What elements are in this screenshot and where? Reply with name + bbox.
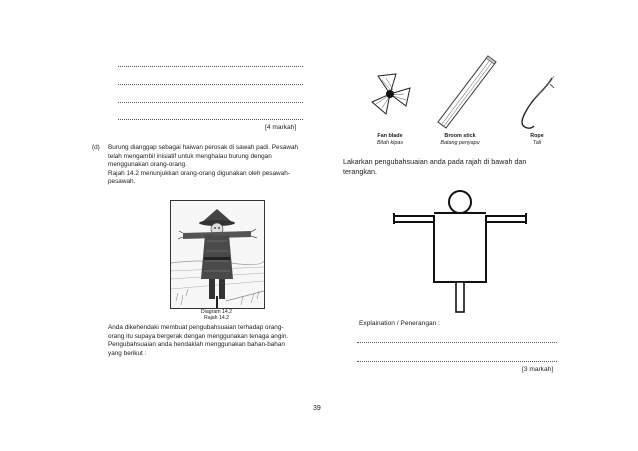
explanation-line[interactable] bbox=[357, 342, 557, 343]
item-name-en: Rope bbox=[530, 133, 544, 139]
answer-line bbox=[118, 119, 303, 120]
scarecrow-illustration bbox=[170, 200, 265, 309]
task-line: orang itu supaya bergerak dengan menggunakan tenaga angin. bbox=[108, 332, 289, 340]
answer-line bbox=[118, 84, 303, 85]
item-name-ms: Tali bbox=[532, 139, 542, 146]
rope-illustration bbox=[508, 74, 558, 134]
task-line: Anda dikehendaki membuat pengubahsuaian terhadap orang- bbox=[108, 324, 284, 331]
broom-stick-illustration bbox=[432, 50, 502, 132]
answer-line bbox=[118, 102, 303, 103]
fan-blade-label bbox=[360, 133, 420, 146]
item-name-en: Fan blade bbox=[377, 133, 403, 139]
scarecrow-sketch[interactable] bbox=[390, 186, 530, 316]
question-text bbox=[108, 144, 318, 187]
item-name-en: Broom stick bbox=[444, 133, 476, 139]
instruction-text bbox=[343, 157, 573, 177]
question-line: menggunakan orang-orang. bbox=[108, 161, 187, 169]
item-name-ms: Bilah kipas bbox=[376, 139, 404, 146]
question-line: Burung dianggap sebagai haiwan perosak di sawah padi. Pesawah bbox=[108, 144, 299, 151]
explanation-line[interactable] bbox=[357, 361, 557, 362]
task-line: Pengubahsuaian anda hendaklah menggunakan bahan-bahan bbox=[108, 341, 285, 349]
rope-label bbox=[520, 133, 554, 146]
item-name-ms: Batang penyapu bbox=[440, 139, 480, 146]
task-text bbox=[108, 324, 318, 358]
question-line: Rajah 14.2 menunjukkan orang-orang digunakan oleh pesawah- bbox=[108, 169, 290, 177]
diagram-caption bbox=[180, 309, 253, 322]
caption-ms: Rajah 14.2 bbox=[203, 315, 230, 322]
question-line: telah mengambil inisiatif untuk menghalau burung dengan bbox=[108, 152, 272, 160]
page-number: 39 bbox=[313, 405, 321, 412]
marks-label-bottom: [3 markah] bbox=[522, 366, 554, 373]
explanation-label: Explaination / Penerangan : bbox=[359, 320, 441, 327]
instruction-line: terangkan. bbox=[343, 166, 377, 176]
instruction-line: Lakarkan pengubahsuaian anda pada rajah di bawah dan bbox=[343, 157, 527, 166]
question-line: pesawah. bbox=[108, 178, 136, 186]
caption-en: Diagram 14.2 bbox=[200, 309, 233, 315]
answer-line bbox=[118, 66, 303, 67]
marks-label-top: [4 markah] bbox=[265, 124, 297, 131]
task-line: yang berikut : bbox=[108, 349, 147, 357]
broom-stick-label bbox=[424, 133, 496, 146]
question-label: (d) bbox=[92, 144, 100, 151]
fan-blade-illustration bbox=[366, 70, 414, 118]
